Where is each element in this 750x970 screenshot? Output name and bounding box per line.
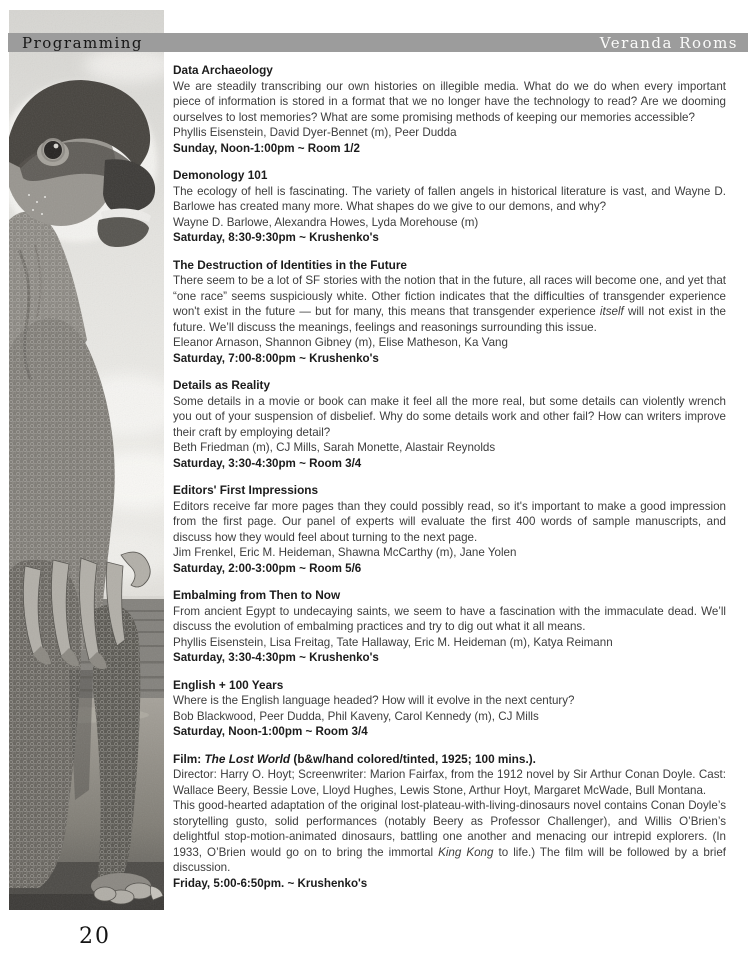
location-title: Veranda Rooms (599, 33, 738, 52)
program-listings (173, 63, 726, 903)
session-description: We are steadily transcribing our own histories on illegible media. What do we do when every important piece of information is stored in a format that we no longer have the technology to read? Are we dooming ourselves to lost memories? What are some promising methods of keeping our memories accessible? (173, 79, 726, 124)
session-block-demonology-101 (173, 168, 726, 246)
session-title: Film: The Lost World (b&w/hand colored/tinted, 1925; 100 mins.). (173, 751, 536, 766)
session-description: There seem to be a lot of SF stories with the notion that in the future, all races will become one, and yet that “one race” seems suspiciously white. Other fiction indicates that the difficulties of transgender experience won't exist in the future — but for many, this means that transgender experience itself will not exist in the future. We’ll discuss the meanings, feelings and reasonings surrounding this issue. (173, 274, 726, 334)
session-title: Details as Reality (173, 378, 271, 392)
session-title: Embalming from Then to Now (173, 588, 341, 602)
session-block-destruction-of-identities (173, 258, 726, 367)
session-block-english-100-years (173, 678, 726, 740)
session-schedule: Saturday, 3:30-4:30pm ~ Krushenko's (173, 651, 379, 664)
session-title: English + 100 Years (173, 677, 284, 692)
session-schedule: Friday, 5:00-6:50pm. ~ Krushenko's (173, 876, 368, 890)
session-title: The Destruction of Identities in the Future (173, 257, 407, 272)
session-schedule: Saturday, 3:30-4:30pm ~ Room 3/4 (173, 456, 362, 470)
dinosaur-artwork-svg (9, 10, 164, 910)
session-panelists: Bob Blackwood, Peer Dudda, Phil Kaveny, Carol Kennedy (m), CJ Mills (173, 709, 539, 723)
section-title: Programming (22, 33, 144, 52)
dinosaur-illustration (9, 10, 164, 910)
session-panelists: Beth Friedman (m), CJ Mills, Sarah Monette, Alastair Reynolds (173, 441, 496, 454)
session-schedule: Saturday, 2:00-3:00pm ~ Room 5/6 (173, 561, 362, 575)
session-title: Editors' First Impressions (173, 483, 319, 497)
session-panelists: Phyllis Eisenstein, Lisa Freitag, Tate Hallaway, Eric M. Heideman (m), Katya Reimann (173, 635, 613, 649)
session-block-embalming (173, 588, 726, 666)
session-title: Demonology 101 (173, 168, 268, 182)
session-block-details-as-reality (173, 378, 726, 471)
session-description: Where is the English language headed? How will it evolve in the next century? (173, 694, 575, 707)
session-description: From ancient Egypt to undecaying saints, we seem to have a fascination with the immaculate dead. We’ll discuss the evolution of embalming practices and try to dig out what it all means. (173, 604, 726, 633)
session-block-data-archaeology (173, 63, 726, 156)
session-schedule: Saturday, 7:00-8:00pm ~ Krushenko's (173, 351, 379, 365)
session-description: The ecology of hell is fascinating. The variety of fallen angels in historical literature is vast, and Wayne D. Barlowe has created many more. What shapes do we give to our demons, and why? (173, 184, 726, 213)
film-description: This good-hearted adaptation of the original lost-plateau-with-living-dinosaurs novel contains Conan Doyle’s storytelling gusto, solid performances (notably Beery as Professor Challenger), and Willis O’Brien’s delightful stop-motion-animated dinosaurs, battling one another and menacing our intrepid explorers. (In 1933, O’Brien would go on to bring the immortal King Kong to life.) The film will be followed by a brief discussion. (173, 799, 726, 874)
page-header-bar (8, 33, 748, 52)
session-title: Data Archaeology (173, 63, 273, 77)
page-number: 20 (79, 924, 111, 949)
session-block-film-the-lost-world (173, 752, 726, 892)
session-panelists: Wayne D. Barlowe, Alexandra Howes, Lyda Morehouse (m) (173, 215, 479, 229)
session-panelists: Jim Frenkel, Eric M. Heideman, Shawna McCarthy (m), Jane Yolen (173, 546, 517, 559)
session-description: Some details in a movie or book can make it feel all the more real, but some details can violently wrench you out of your suspension of disbelief. Why do some details work and other fail? How can writers improve their craft by employing detail? (173, 394, 726, 439)
session-panelists: Phyllis Eisenstein, David Dyer-Bennet (m), Peer Dudda (173, 126, 457, 139)
session-panelists: Eleanor Arnason, Shannon Gibney (m), Elise Matheson, Ka Vang (173, 336, 508, 349)
session-description: Editors receive far more pages than they could possibly read, so it's important to make a good impression from the first page. Our panel of experts will evaluate the first 400 words of sample manuscripts, and discuss how they would feel about turning to the next page. (173, 499, 726, 544)
session-block-editors-first-impressions (173, 483, 726, 576)
session-schedule: Sunday, Noon-1:00pm ~ Room 1/2 (173, 141, 360, 155)
session-schedule: Saturday, Noon-1:00pm ~ Room 3/4 (173, 725, 368, 738)
session-schedule: Saturday, 8:30-9:30pm ~ Krushenko's (173, 231, 379, 244)
film-credits: Director: Harry O. Hoyt; Screenwriter: Marion Fairfax, from the 1912 novel by Sir Arthur Conan Doyle. Cast: Wallace Beery, Bessie Love, Lloyd Hughes, Lewis Stone, Arthur Hoyt, Margaret McWade, Bull Montana. (173, 768, 726, 797)
